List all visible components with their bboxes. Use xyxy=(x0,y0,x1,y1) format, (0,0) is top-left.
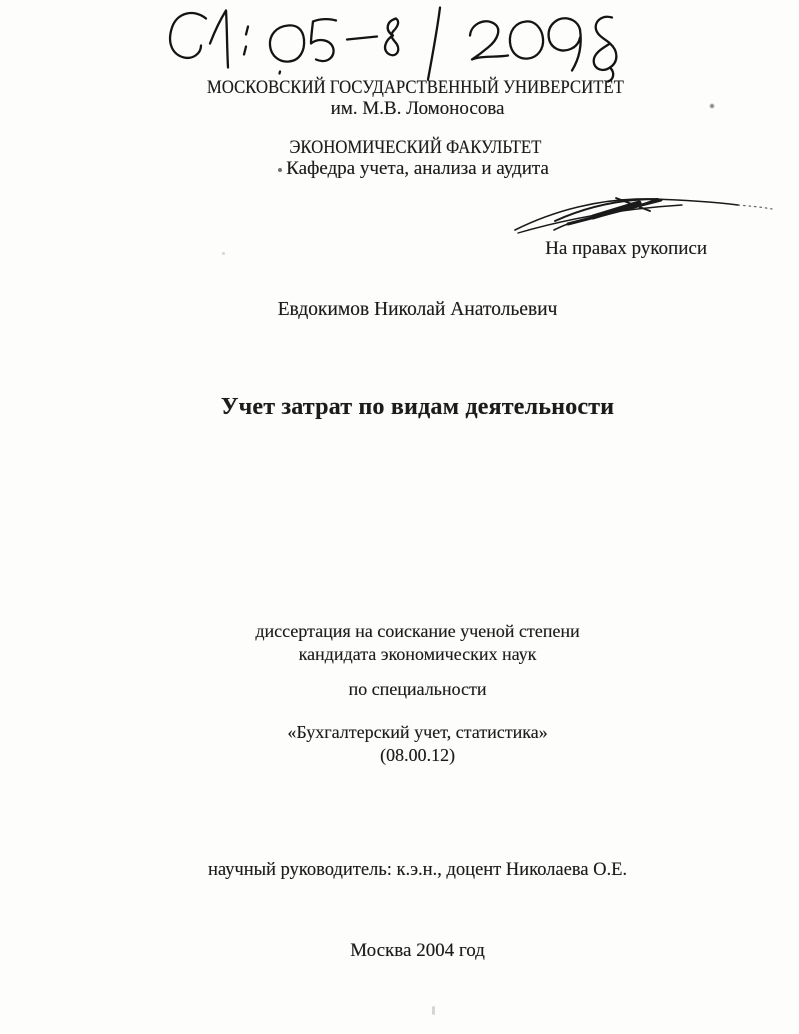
thesis-degree-line2: кандидата экономических наук xyxy=(298,643,537,664)
place-year: Москва 2004 год xyxy=(350,940,485,961)
department-name: Кафедра учета, анализа и аудита xyxy=(286,158,549,179)
specialty-name: «Бухгалтерский учет, статистика» xyxy=(287,722,548,742)
supervisor-line: научный руководитель: к.э.н., доцент Николаева О.Е. xyxy=(207,860,628,880)
scan-speck xyxy=(222,252,225,255)
manuscript-rights-note: На правах рукописи xyxy=(545,238,707,259)
thesis-description xyxy=(0,620,799,665)
dissertation-title: Учет затрат по видам деятельности xyxy=(220,394,615,420)
university-name: МОСКОВСКИЙ ГОСУДАРСТВЕННЫЙ УНИВЕРСИТЕТ xyxy=(206,77,624,98)
author-name: Евдокимов Николай Анатольевич xyxy=(277,299,558,320)
handwritten-catalog-number xyxy=(160,0,630,88)
specialty-block xyxy=(0,721,799,766)
university-branch: им. М.В. Ломоносова xyxy=(330,98,505,119)
faculty-name: ЭКОНОМИЧЕСКИЙ ФАКУЛЬТЕТ xyxy=(289,137,542,158)
specialty-code: (08.00.12) xyxy=(380,744,455,765)
scan-speck xyxy=(432,1006,435,1015)
thesis-degree-line1: диссертация на соискание ученой степени xyxy=(255,621,580,641)
signature-mark xyxy=(498,190,798,245)
scan-speck xyxy=(278,168,282,172)
scan-speck xyxy=(709,103,715,109)
specialty-label: по специальности xyxy=(348,679,487,699)
